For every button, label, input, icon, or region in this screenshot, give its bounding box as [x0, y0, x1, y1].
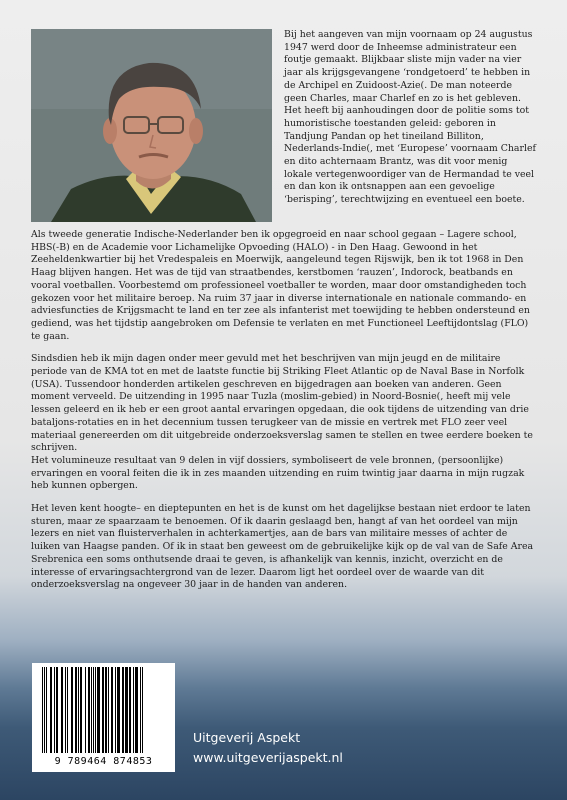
author-biography [31, 229, 537, 592]
barcode-bar [75, 667, 77, 753]
biography-paragraph: Sindsdien heb ik mijn dagen onder meer gevuld met het beschrijven van mijn jeugd en de militaire periode van de KMA tot en met de laatste functie bij Striking Fleet Atlantic op de Naval Base in Norfolk (USA). Tussendoor honderden artikelen geschreven en bijgedragen aan boeken van anderen. Geen moment verveeld. De uitzending in 1995 naar Tuzla (moslim-gebied) in Noord-Bosnie(, heeft mij vele lessen geleerd en ik heb er een groot aantal ervaringen opgedaan, die ook tijdens de uitzending van drie bataljons-rotaties en in het decennium tussen terugkeer van de missie en vertrek met FLO zeer veel materiaal genereerden om dit uitgebreide onderzoeksverslag samen te stellen en twee eerdere boeken te schrijven. [31, 353, 533, 454]
barcode-bar [111, 667, 113, 753]
barcode-bar [95, 667, 96, 753]
barcode-bar [129, 667, 131, 753]
biography-paragraph: Als tweede generatie Indische-Nederlander ben ik opgegroeid en naar school gegaan – Lagere school, HBS(-B) en de Academie voor Lichamelijke Opvoeding (HALO) - in Den Haag. Gewoond in het Zeeheldenkwartier bij het Vredespaleis en Moerwijk, aangeleund tegen Rijswijk, ben ik tot 1968 in Den Haag blijven hangen. Het was de tijd van straatbendes, kerstbomen ‘rauzen’, Indorock, beatbands en vooral voetballen. Voorbestemd om professioneel voetballer te worden, maar door omstandigheden toch gekozen voor het militaire beroep. Na ruim 37 jaar in diverse internationale en nationale commando- en adviesfuncties de Krijgsmacht te land en ter zee als infanterist met toewijding te hebben ondersteund en gediend, was het tijdstip aangebroken om Defensie te verlaten en met Functioneel Leeftijdontslag (FLO) te gaan. [31, 229, 530, 342]
barcode-bar [102, 667, 104, 753]
barcode-bar [44, 667, 45, 753]
barcode-bar [93, 667, 94, 753]
publisher-name: Uitgeverij Aspekt [193, 730, 301, 745]
barcode-image [38, 667, 169, 755]
barcode-bar [135, 667, 138, 753]
barcode-bar [42, 667, 43, 753]
barcode-bar [125, 667, 128, 753]
author-portrait-image [31, 29, 272, 222]
barcode-bar [91, 667, 92, 753]
publisher-url: www.uitgeverijaspekt.nl [193, 750, 343, 765]
publisher-info [193, 730, 343, 766]
barcode-bar [56, 667, 58, 753]
isbn-number: 9 789464 874853 [54, 756, 153, 767]
barcode-bar [50, 667, 52, 753]
barcode-bar [85, 667, 86, 753]
barcode-bar [117, 667, 120, 753]
barcode-bar [105, 667, 107, 753]
barcode-bar [140, 667, 141, 753]
barcode-bar [78, 667, 79, 753]
barcode-bar [61, 667, 63, 753]
author-photo [31, 29, 272, 222]
barcode-bar [80, 667, 82, 753]
barcode-bar [108, 667, 109, 753]
biography-paragraph: Het volumineuze resultaat van 9 delen in vijf dossiers, symboliseert de vele bronnen, (persoonlijke) ervaringen en vooral feiten die ik in zes maanden uitzending en ruim twintig jaar daarna in mijn rugzak heb kunnen opbergen. [31, 454, 525, 492]
barcode-bar [88, 667, 90, 753]
barcode-bar [115, 667, 116, 753]
barcode-bar [65, 667, 66, 753]
barcode-bar [46, 667, 47, 753]
barcode-bar [97, 667, 100, 753]
author-bio-intro: Bij het aangeven van mijn voornaam op 24 augustus 1947 werd door de Inheemse administrateur een foutje gemaakt. Blijkbaar sliste mijn vader na vier jaar als krijgsgevangene ‘rondgetoerd’ te hebben in de Archipel en Zuidoost-Azie(. De man noteerde geen Charles, maar Charlef en zo is het gebleven. Het heeft bij aanhoudingen door de politie soms tot humoristische toestanden geleid: geboren in Tandjung Pandan op het tineiland Billiton, Nederlands-Indie(, met ‘Europese’ voornaam Charlef en dito achternaam Brantz, was dit voor menig lokale vertegenwoordiger van de Hermandad te veel en dan kon ik ontsnappen aan een gevoelige ‘berisping’, terechtwijzing en eventueel een boete. [284, 29, 536, 206]
barcode-bar [122, 667, 124, 753]
isbn-barcode [32, 663, 175, 772]
barcode-bar [54, 667, 55, 753]
barcode-bar [142, 667, 143, 753]
barcode-bar [71, 667, 73, 753]
barcode-bar [67, 667, 68, 753]
barcode-bar [133, 667, 134, 753]
biography-paragraph: Het leven kent hoogte– en dieptepunten en het is de kunst om het dagelijkse bestaan niet erdoor te laten sturen, maar ze spaarzaam te benoemen. Of ik daarin geslaagd ben, hangt af van het oordeel van mijn lezers en niet van fluisterverhalen in achterkamertjes, aan de bars van militaire messes of achter de luiken van Haagse panden. Of ik in staat ben geweest om de gebruikelijke kijk op de val van de Safe Area Srebrenica een soms onthutsende draai te geven, is afhankelijk van kennis, inzicht, overzicht en de interesse of ervaringsachtergrond van de lezer. Daarom ligt het oordeel over de waarde van dit onderzoeksverslag na ongeveer 30 jaar in de handen van anderen. [31, 503, 534, 591]
